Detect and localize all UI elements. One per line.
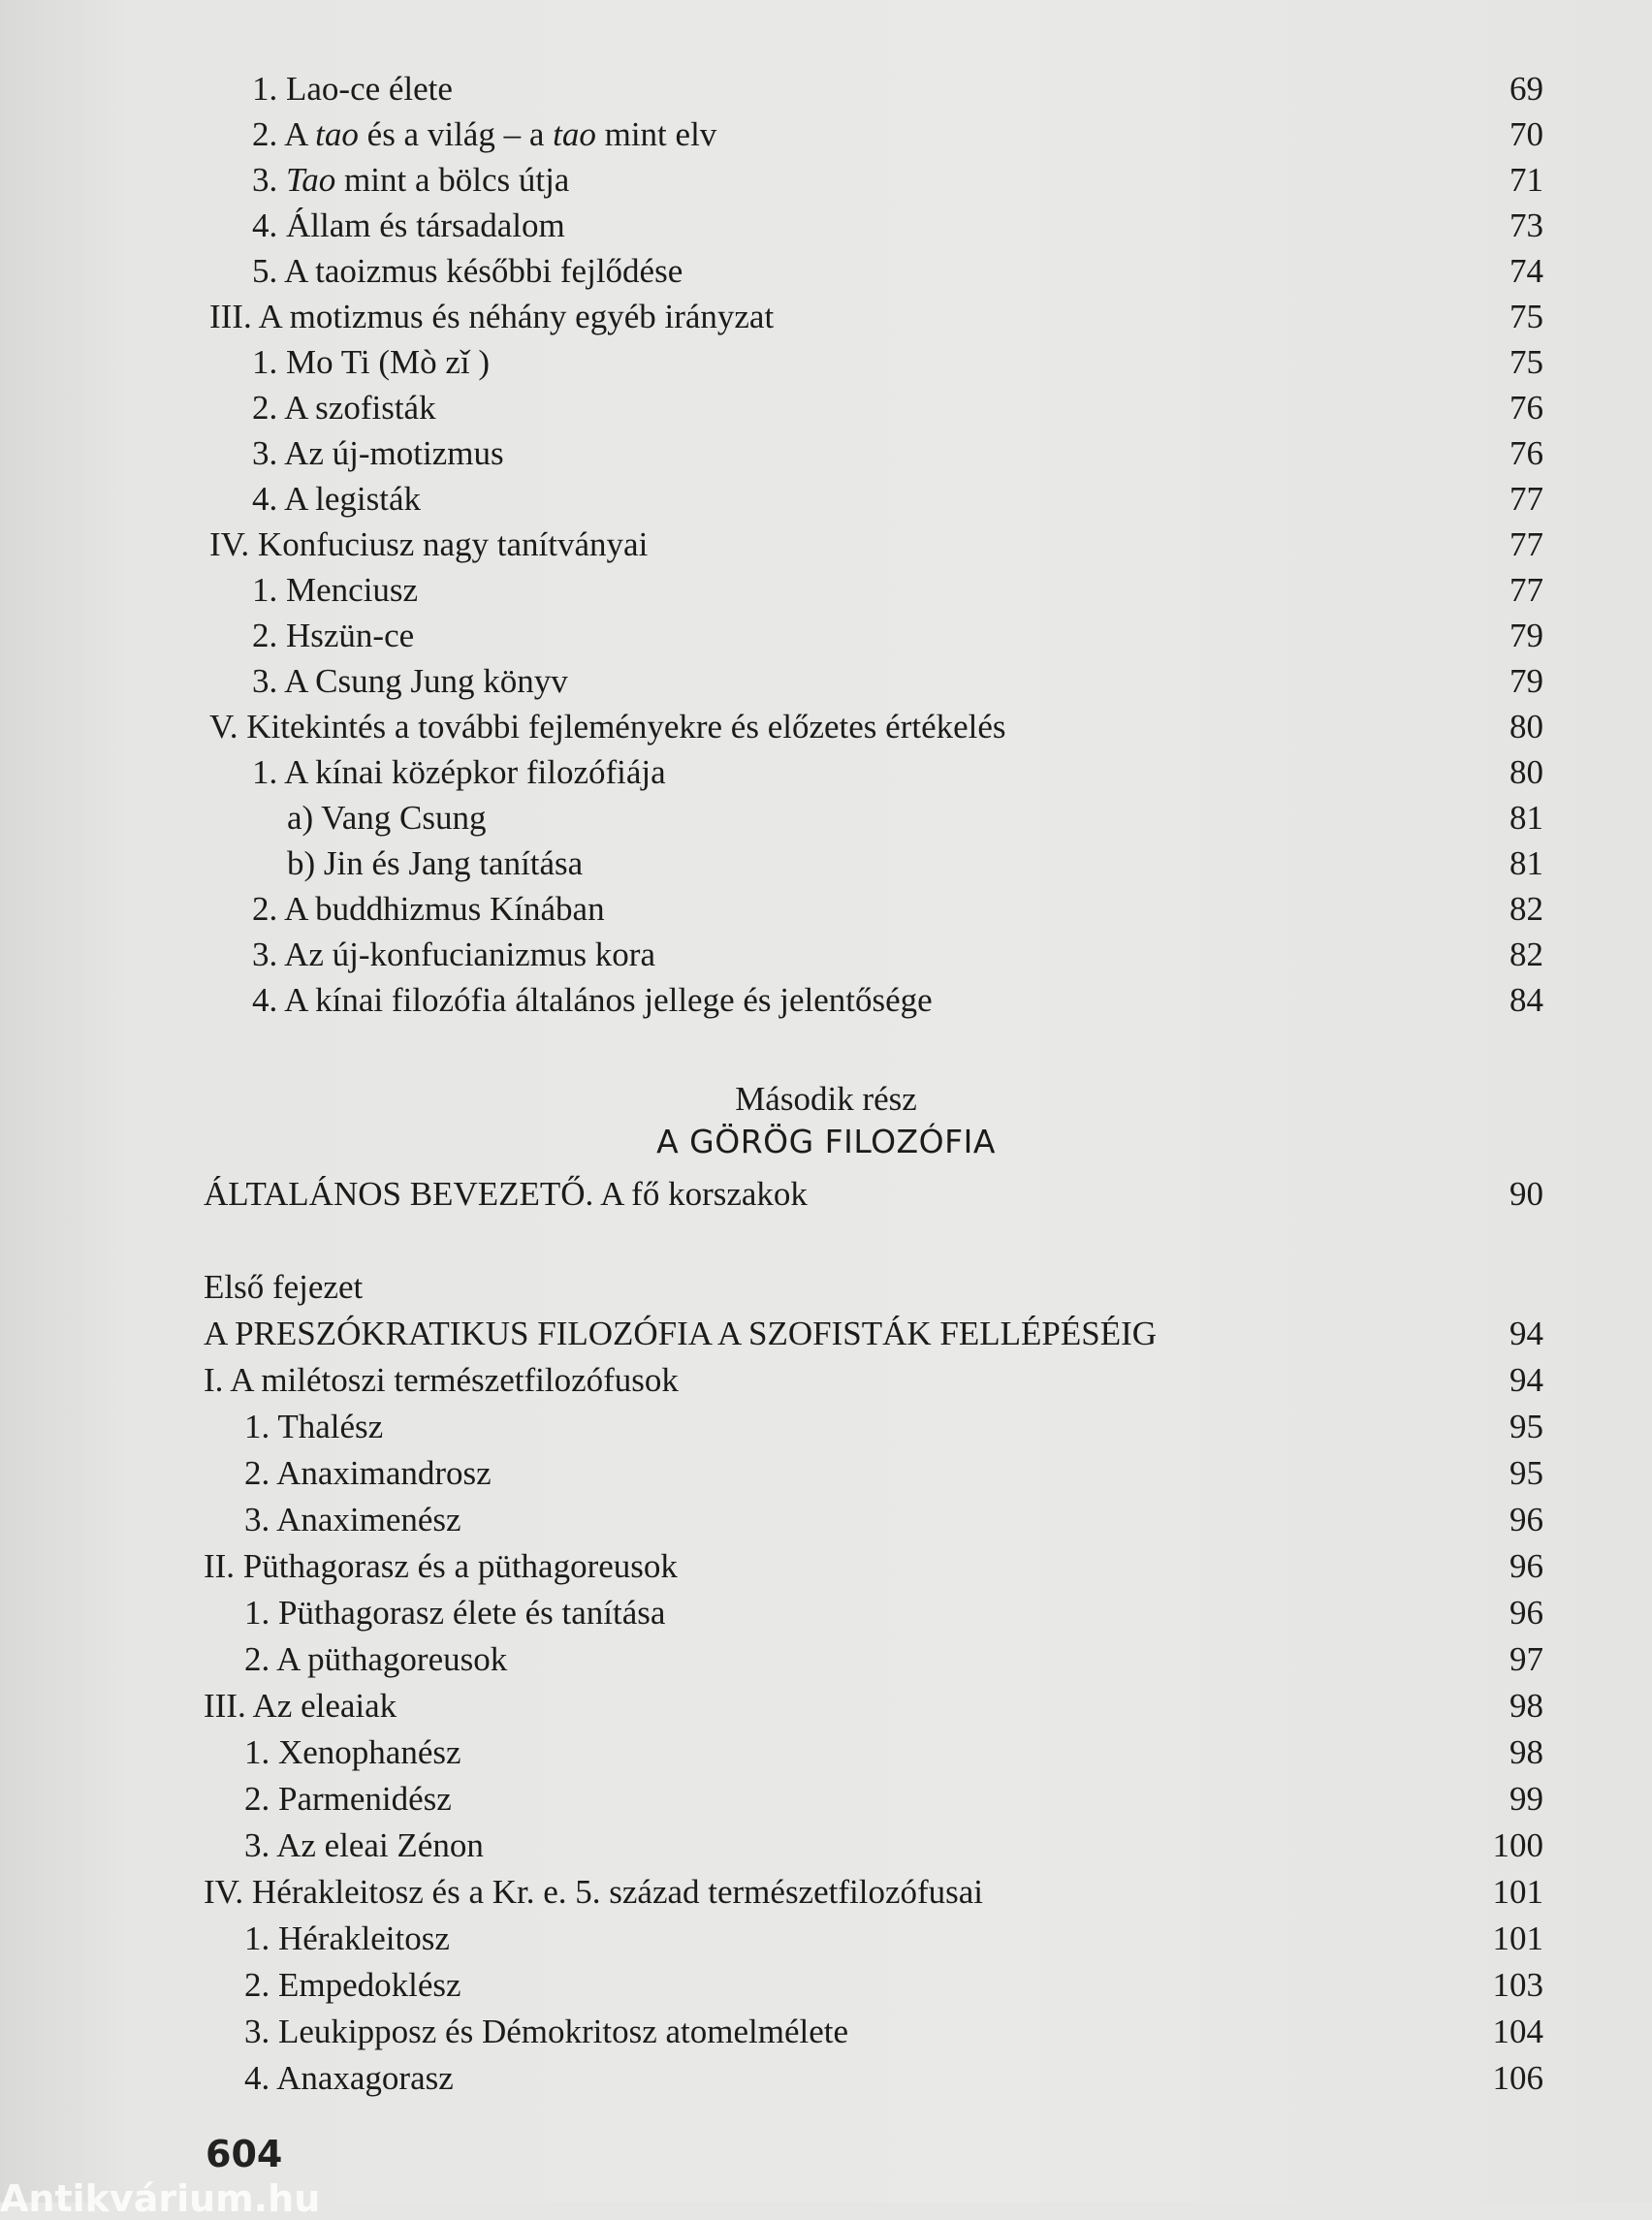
chapter-title (204, 1313, 1543, 1355)
toc-entry (244, 1964, 1543, 2007)
toc-entry (252, 478, 1543, 521)
toc-subentry (287, 797, 1543, 840)
toc-entry-page: 76 (1509, 389, 1543, 427)
toc-entry-title: A PRESZÓKRATIKUS FILOZÓFIA A SZOFISTÁK FELLÉPÉSÉIG (204, 1315, 1158, 1352)
toc-entry-page: 80 (1509, 753, 1543, 791)
toc-entry-title: IV. Hérakleitosz és a Kr. e. 5. század természetfilozófusai (204, 1873, 984, 1911)
toc-entry-title: 2. Empedoklész (244, 1966, 461, 2004)
toc-section (204, 1545, 1543, 1588)
toc-entry-page: 104 (1492, 2013, 1543, 2050)
toc-entry-page: 74 (1509, 252, 1543, 290)
part-label: Második rész (735, 1080, 917, 1118)
toc-entry (252, 250, 1543, 293)
toc-entry (244, 2011, 1543, 2053)
toc-entry (244, 1824, 1543, 1867)
toc-entry-page: 80 (1509, 708, 1543, 745)
toc-entry (244, 1406, 1543, 1448)
toc-entry (244, 1731, 1543, 1774)
toc-entry-title: 1. Püthagorasz élete és tanítása (244, 1594, 666, 1632)
toc-entry-page: 71 (1509, 161, 1543, 199)
toc-entry-page: 75 (1509, 298, 1543, 335)
toc-entry-page: 96 (1509, 1547, 1543, 1585)
toc-entry-page: 77 (1509, 571, 1543, 609)
toc-entry (244, 1918, 1543, 1960)
toc-entry-title: 3. Az új-konfucianizmus kora (252, 936, 656, 973)
chapter-label (204, 1266, 785, 1309)
toc-section (204, 1685, 1543, 1728)
toc-entry-title: 1. Thalész (244, 1408, 384, 1445)
toc-entry-page: 70 (1509, 115, 1543, 153)
toc-entry (244, 2057, 1543, 2100)
toc-entry-title: a) Vang Csung (287, 799, 487, 837)
toc-entry-title: 4. A kínai filozófia általános jellege és jelentősége (252, 981, 933, 1019)
toc-entry-title: 3. Leukipposz és Démokritosz atomelmélete (244, 2013, 849, 2050)
toc-entry (244, 1452, 1543, 1495)
toc-entry (252, 159, 1543, 202)
toc-entry-page: 101 (1492, 1873, 1543, 1911)
toc-entry-title: 3. Az új-motizmus (252, 434, 504, 472)
toc-section (209, 523, 1543, 566)
toc-entry-title: 3. A Csung Jung könyv (252, 662, 568, 700)
toc-entry-page: 99 (1509, 1780, 1543, 1818)
toc-entry-page: 82 (1509, 936, 1543, 973)
toc-entry-title: 3. Tao mint a bölcs útja (252, 161, 570, 199)
toc-entry (252, 888, 1543, 931)
toc-section (204, 1359, 1543, 1402)
toc-entry-title: III. Az eleaiak (204, 1687, 397, 1725)
toc-entry-page: 96 (1509, 1501, 1543, 1538)
toc-entry-page: 81 (1509, 799, 1543, 837)
toc-entry-page: 76 (1509, 434, 1543, 472)
toc-entry-page: 79 (1509, 662, 1543, 700)
toc-entry-page: 100 (1492, 1826, 1543, 1864)
toc-intro (204, 1173, 1543, 1216)
toc-entry-page: 101 (1492, 1919, 1543, 1957)
toc-entry (252, 387, 1543, 429)
toc-entry-title: I. A milétoszi természetfilozófusok (204, 1361, 679, 1399)
toc-entry-title: V. Kitekintés a további fejleményekre és előzetes értékelés (209, 708, 1006, 745)
toc-entry (244, 1778, 1543, 1821)
toc-section (209, 706, 1543, 748)
watermark: Antikvárium.hu (0, 2177, 321, 2220)
toc-entry (252, 660, 1543, 703)
part-title: A GÖRÖG FILOZÓFIA (656, 1123, 996, 1160)
toc-entry-page: 84 (1509, 981, 1543, 1019)
toc-section (204, 1871, 1543, 1914)
toc-entry-title: 3. Anaximenész (244, 1501, 461, 1538)
toc-entry-page: 103 (1492, 1966, 1543, 2004)
toc-entry-title: II. Püthagorasz és a püthagoreusok (204, 1547, 678, 1585)
toc-entry (252, 569, 1543, 612)
toc-entry-page: 97 (1509, 1640, 1543, 1678)
toc-entry (252, 615, 1543, 657)
toc-entry (252, 341, 1543, 384)
toc-section (209, 296, 1543, 338)
toc-entry-title: 2. Anaximandrosz (244, 1454, 492, 1492)
toc-entry-title: 1. Hérakleitosz (244, 1919, 450, 1957)
page-number: 604 (206, 2133, 283, 2175)
toc-entry-page: 98 (1509, 1687, 1543, 1725)
toc-entry-title: 4. Állam és társadalom (252, 206, 565, 244)
toc-entry-page: 98 (1509, 1733, 1543, 1771)
toc-entry-title: 1. Xenophanész (244, 1733, 461, 1771)
toc-entry-page: 96 (1509, 1594, 1543, 1632)
toc-entry-page: 69 (1509, 70, 1543, 108)
toc-entry (252, 113, 1543, 156)
toc-subentry (287, 842, 1543, 885)
toc-entry-title: 2. Hszün-ce (252, 617, 415, 654)
toc-entry-title: 2. A buddhizmus Kínában (252, 890, 605, 928)
toc-entry (252, 205, 1543, 247)
toc-entry (244, 1592, 1543, 1634)
toc-entry-page: 106 (1492, 2059, 1543, 2097)
toc-entry-page: 77 (1509, 525, 1543, 563)
toc-entry (252, 432, 1543, 475)
toc-entry (244, 1499, 1543, 1541)
toc-entry-title: 4. Anaxagorasz (244, 2059, 454, 2097)
toc-entry (252, 934, 1543, 976)
toc-entry-title: 1. Menciusz (252, 571, 419, 609)
toc-entry-title: 2. A püthagoreusok (244, 1640, 508, 1678)
toc-entry-page: 82 (1509, 890, 1543, 928)
part-heading (0, 1078, 1652, 1163)
toc-entry-page: 81 (1509, 844, 1543, 882)
toc-entry-title: 4. A legisták (252, 480, 422, 518)
toc-entry-page: 75 (1509, 343, 1543, 381)
toc-entry-title: III. A motizmus és néhány egyéb irányzat (209, 298, 775, 335)
toc-entry (244, 1638, 1543, 1681)
toc-entry-title: 2. A tao és a világ – a tao mint elv (252, 115, 717, 153)
toc-entry-page: 95 (1509, 1454, 1543, 1492)
toc-entry-title: 1. Lao-ce élete (252, 70, 453, 108)
toc-entry-title: 3. Az eleai Zénon (244, 1826, 484, 1864)
toc-entry-title: b) Jin és Jang tanítása (287, 844, 584, 882)
toc-entry-title: 2. A szofisták (252, 389, 436, 427)
toc-entry-page: 90 (1509, 1175, 1543, 1213)
chapter-label-text: Első fejezet (204, 1268, 364, 1306)
toc-entry-title: IV. Konfuciusz nagy tanítványai (209, 525, 649, 563)
toc-entry-page: 77 (1509, 480, 1543, 518)
toc-entry-page: 79 (1509, 617, 1543, 654)
toc-entry-title: 5. A taoizmus későbbi fejlődése (252, 252, 683, 290)
toc-entry (252, 751, 1543, 794)
toc-entry-title: ÁLTALÁNOS BEVEZETŐ. A fő korszakok (204, 1175, 808, 1213)
toc-entry (252, 68, 1543, 111)
toc-entry-title: 2. Parmenidész (244, 1780, 452, 1818)
toc-entry-page: 94 (1509, 1315, 1543, 1352)
toc-entry-page: 73 (1509, 206, 1543, 244)
toc-entry (252, 979, 1543, 1022)
toc-entry-page: 94 (1509, 1361, 1543, 1399)
toc-entry-title: 1. Mo Ti (Mò zǐ ) (252, 343, 491, 381)
toc-entry-page: 95 (1509, 1408, 1543, 1445)
toc-entry-title: 1. A kínai középkor filozófiája (252, 753, 666, 791)
